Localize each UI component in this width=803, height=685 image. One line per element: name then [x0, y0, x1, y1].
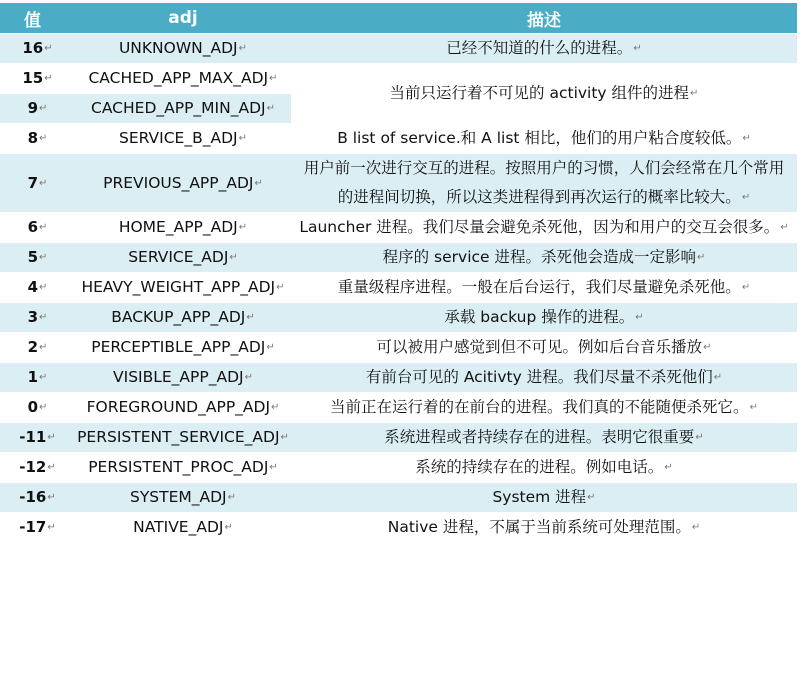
adj-cell [75, 513, 291, 543]
paragraph-mark-icon: ↵ [224, 522, 233, 533]
value-cell [0, 273, 75, 303]
adj-cell [75, 423, 291, 453]
value-cell [0, 453, 75, 483]
paragraph-mark-icon: ↵ [47, 462, 56, 473]
adj-text: BACKUP_APP_ADJ [111, 308, 246, 326]
table-row [0, 34, 797, 64]
paragraph-mark-icon: ↵ [271, 402, 280, 413]
description-text: 系统进程或者持续存在的进程。表明它很重要 [384, 428, 695, 446]
value-cell [0, 34, 75, 64]
paragraph-mark-icon: ↵ [280, 432, 289, 443]
adj-cell [75, 124, 291, 154]
header-value: 值 [0, 3, 75, 34]
table-row [0, 363, 797, 393]
adj-cell [75, 273, 291, 303]
table-row [0, 124, 797, 154]
adj-text: VISIBLE_APP_ADJ [113, 368, 244, 386]
paragraph-mark-icon: ↵ [703, 342, 712, 353]
paragraph-mark-icon: ↵ [695, 432, 704, 443]
adj-text: HOME_APP_ADJ [118, 218, 238, 236]
oom-adj-table [0, 3, 797, 542]
table-row [0, 513, 797, 543]
value-text: 3 [27, 308, 39, 326]
header-adj: adj [75, 3, 291, 34]
value-text: -17 [19, 518, 47, 536]
description-text: 重量级程序进程。一般在后台运行，我们尽量避免杀死他。 [337, 278, 741, 296]
description-text: 用户前一次进行交互的进程。按照用户的习惯，人们会经常在几个常用的进程间切换，所以这类进程得到再次运行的概率比较大。 [303, 159, 785, 206]
description-text: 已经不知道的什么的进程。 [446, 39, 633, 57]
paragraph-mark-icon: ↵ [238, 43, 248, 54]
paragraph-mark-icon: ↵ [266, 342, 275, 353]
value-cell [0, 393, 75, 423]
description-text: 系统的持续存在的进程。例如电话。 [415, 458, 664, 476]
paragraph-mark-icon: ↵ [713, 372, 723, 383]
value-cell [0, 303, 75, 333]
value-text: 8 [27, 129, 39, 147]
adj-cell [75, 64, 291, 94]
paragraph-mark-icon: ↵ [244, 372, 253, 383]
header-row [0, 3, 797, 34]
table-row [0, 303, 797, 333]
value-cell [0, 363, 75, 393]
adj-text: NATIVE_ADJ [133, 518, 224, 536]
value-text: 7 [27, 173, 39, 192]
description-cell [291, 154, 797, 213]
paragraph-mark-icon: ↵ [691, 522, 701, 533]
adj-cell [75, 303, 291, 333]
adj-cell [75, 154, 291, 213]
value-text: 5 [27, 248, 39, 266]
paragraph-mark-icon: ↵ [269, 73, 278, 84]
paragraph-mark-icon: ↵ [227, 492, 237, 503]
description-cell [291, 273, 797, 303]
adj-text: SERVICE_B_ADJ [119, 129, 238, 147]
adj-text: CACHED_APP_MAX_ADJ [88, 69, 269, 87]
value-text: 15 [22, 69, 44, 87]
paragraph-mark-icon: ↵ [39, 133, 48, 144]
value-text: -16 [19, 488, 47, 506]
table-row [0, 333, 797, 363]
description-cell [291, 303, 797, 333]
adj-cell [75, 363, 291, 393]
value-text: 9 [27, 99, 39, 117]
paragraph-mark-icon: ↵ [39, 372, 48, 383]
description-text: Native 进程，不属于当前系统可处理范围。 [387, 518, 691, 536]
adj-text: PERSISTENT_SERVICE_ADJ [77, 428, 280, 446]
description-cell [291, 363, 797, 393]
paragraph-mark-icon: ↵ [741, 282, 751, 293]
paragraph-mark-icon: ↵ [741, 192, 751, 203]
paragraph-mark-icon: ↵ [39, 222, 48, 233]
description-cell [291, 243, 797, 273]
description-text: B list of service.和 A list 相比，他们的用户粘合度较低。 [337, 129, 742, 147]
adj-cell [75, 94, 291, 124]
value-cell [0, 64, 75, 94]
paragraph-mark-icon: ↵ [633, 43, 642, 54]
paragraph-mark-icon: ↵ [39, 282, 48, 293]
paragraph-mark-icon: ↵ [690, 88, 699, 99]
table-row [0, 64, 797, 94]
description-cell [291, 393, 797, 423]
header-description: 描述 [291, 3, 797, 34]
paragraph-mark-icon: ↵ [44, 73, 53, 84]
paragraph-mark-icon: ↵ [39, 312, 48, 323]
paragraph-mark-icon: ↵ [238, 133, 247, 144]
adj-text: HEAVY_WEIGHT_APP_ADJ [81, 278, 276, 296]
adj-text: UNKNOWN_ADJ [118, 39, 238, 57]
value-cell [0, 154, 75, 213]
adj-cell [75, 243, 291, 273]
value-cell [0, 243, 75, 273]
description-text: 可以被用户感觉到但不可见。例如后台音乐播放 [376, 338, 703, 356]
value-text: -11 [19, 428, 47, 446]
table-row [0, 273, 797, 303]
paragraph-mark-icon: ↵ [39, 342, 48, 353]
description-cell [291, 513, 797, 543]
adj-text: CACHED_APP_MIN_ADJ [91, 99, 266, 117]
description-cell [291, 64, 797, 124]
paragraph-mark-icon: ↵ [246, 312, 255, 323]
adj-text: PERCEPTIBLE_APP_ADJ [91, 338, 266, 356]
table-row [0, 453, 797, 483]
adj-cell [75, 483, 291, 513]
paragraph-mark-icon: ↵ [742, 133, 751, 144]
table-row [0, 393, 797, 423]
description-text: 当前正在运行着的在前台的进程。我们真的不能随便杀死它。 [330, 398, 749, 416]
description-cell [291, 124, 797, 154]
value-cell [0, 333, 75, 363]
adj-text: FOREGROUND_APP_ADJ [86, 398, 271, 416]
adj-text: SERVICE_ADJ [128, 248, 229, 266]
value-text: 1 [27, 368, 39, 386]
adj-text: PREVIOUS_APP_ADJ [103, 173, 254, 192]
paragraph-mark-icon: ↵ [39, 402, 48, 413]
description-text: 当前只运行着不可见的 activity 组件的进程 [389, 84, 690, 102]
adj-cell [75, 333, 291, 363]
paragraph-mark-icon: ↵ [229, 252, 238, 263]
description-text: 程序的 service 进程。杀死他会造成一定影响 [382, 248, 696, 266]
paragraph-mark-icon: ↵ [238, 222, 248, 233]
description-cell [291, 213, 797, 243]
description-text: 有前台可见的 Acitivty 进程。我们尽量不杀死他们 [365, 368, 713, 386]
adj-cell [75, 393, 291, 423]
adj-cell [75, 34, 291, 64]
adj-text: SYSTEM_ADJ [129, 488, 227, 506]
description-text: 承载 backup 操作的进程。 [444, 308, 635, 326]
value-text: 0 [27, 398, 39, 416]
adj-cell [75, 453, 291, 483]
paragraph-mark-icon: ↵ [697, 252, 706, 263]
paragraph-mark-icon: ↵ [44, 43, 53, 54]
value-text: 6 [27, 218, 39, 236]
paragraph-mark-icon: ↵ [39, 103, 48, 114]
value-cell [0, 513, 75, 543]
adj-text: PERSISTENT_PROC_ADJ [88, 458, 269, 476]
paragraph-mark-icon: ↵ [39, 177, 48, 189]
table-row [0, 213, 797, 243]
paragraph-mark-icon: ↵ [254, 177, 263, 189]
description-cell [291, 333, 797, 363]
paragraph-mark-icon: ↵ [587, 492, 596, 503]
paragraph-mark-icon: ↵ [269, 462, 278, 473]
value-cell [0, 94, 75, 124]
table-row [0, 423, 797, 453]
table-row [0, 483, 797, 513]
paragraph-mark-icon: ↵ [276, 282, 285, 293]
value-cell [0, 213, 75, 243]
value-text: -12 [19, 458, 47, 476]
table-row [0, 154, 797, 213]
value-text: 2 [27, 338, 39, 356]
description-cell [291, 483, 797, 513]
description-cell [291, 34, 797, 64]
paragraph-mark-icon: ↵ [780, 222, 789, 233]
paragraph-mark-icon: ↵ [47, 492, 56, 503]
value-text: 16 [22, 39, 44, 57]
paragraph-mark-icon: ↵ [635, 312, 644, 323]
paragraph-mark-icon: ↵ [47, 522, 56, 533]
table-row [0, 243, 797, 273]
paragraph-mark-icon: ↵ [749, 402, 758, 413]
description-cell [291, 423, 797, 453]
value-text: 4 [27, 278, 39, 296]
description-text: System 进程 [492, 488, 587, 506]
description-text: Launcher 进程。我们尽量会避免杀死他，因为和用户的交互会很多。 [299, 218, 780, 236]
value-cell [0, 423, 75, 453]
adj-cell [75, 213, 291, 243]
description-cell [291, 453, 797, 483]
paragraph-mark-icon: ↵ [266, 103, 275, 114]
value-cell [0, 124, 75, 154]
paragraph-mark-icon: ↵ [47, 432, 56, 443]
value-cell [0, 483, 75, 513]
paragraph-mark-icon: ↵ [664, 462, 673, 473]
paragraph-mark-icon: ↵ [39, 252, 48, 263]
